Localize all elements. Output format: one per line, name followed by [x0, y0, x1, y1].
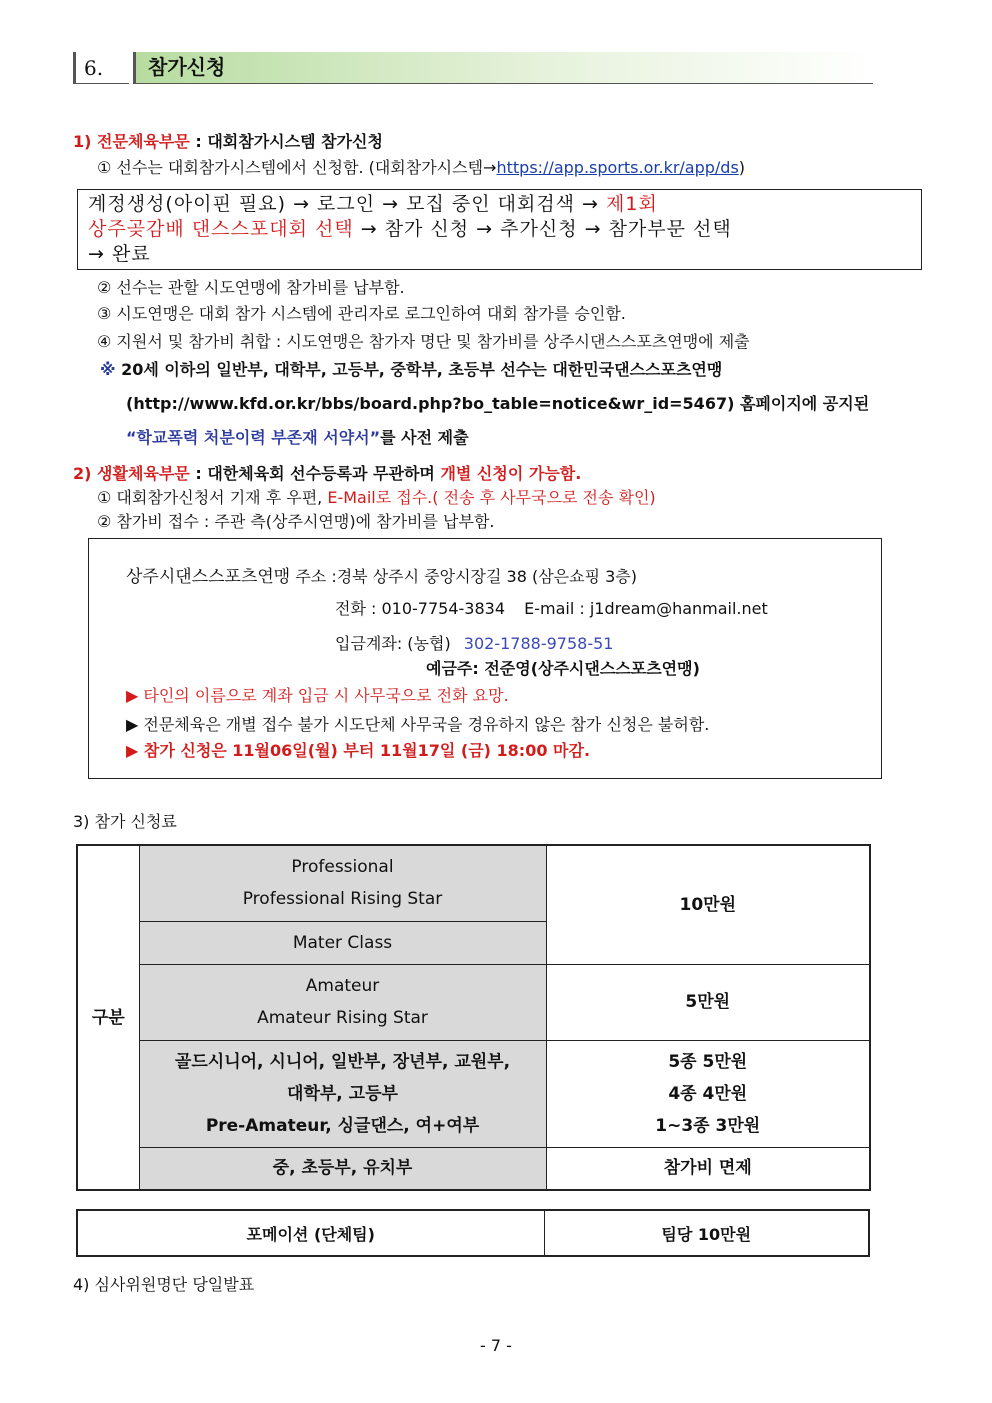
note-line3-rest: 를 사전 제출 [380, 428, 469, 447]
life-heading-red: 생활체육부문 [97, 464, 190, 483]
contact-org-line [126, 562, 637, 587]
fee-division-line: 중, 초등부, 유치부 [272, 1158, 413, 1179]
fee-division-line: Amateur [305, 976, 380, 996]
pro-heading-rest: : 대회참가시스템 참가신청 [195, 132, 383, 151]
section-number: 6. [73, 52, 129, 84]
fee-amount-line: 4종 4만원 [668, 1083, 748, 1104]
fee-division-line: 대학부, 고등부 [287, 1083, 398, 1104]
contact-account-label: 입금계좌: (농협) [335, 634, 451, 653]
fee-amount-line: 1~3종 3만원 [655, 1115, 761, 1136]
formation-fee: 팀당 10만원 [544, 1210, 869, 1256]
pro-item1-close: ) [738, 158, 746, 177]
fee-division-line: Amateur Rising Star [257, 1008, 428, 1028]
fee-table [76, 844, 871, 1191]
fee-row-amateur [77, 964, 870, 1040]
fee-amount-line: 5만원 [685, 992, 731, 1012]
formation-label: 포메이션 (단체팀) [77, 1210, 544, 1256]
life-item1-red: E-Mail로 접수.( 전송 후 사무국으로 전송 확인) [327, 488, 656, 507]
fee-division-cell [139, 1040, 546, 1147]
pledge-title: “학교폭력 처분이력 부존재 서약서” [126, 428, 381, 447]
fee-amount-line: 5종 5만원 [668, 1051, 748, 1072]
steps-line-2-text: → 참가 신청 → 추가신청 → 참가부문 선택 [353, 218, 732, 240]
life-item1-text: ① 대회참가신청서 기재 후 우편, [97, 488, 328, 507]
contact-notice-1: ▶ 타인의 이름으로 계좌 입금 시 사무국으로 전화 요망. [126, 686, 509, 705]
life-heading-prefix: 2) [73, 464, 92, 483]
fee-amount-line: 10만원 [679, 894, 736, 915]
contact-notice-2: ▶ 전문체육은 개별 접수 불가 시도단체 사무국을 경유하지 않은 참가 신청은 불허함. [126, 715, 710, 734]
fee-division-cell [139, 964, 546, 1040]
contact-holder: 예금주: 전준영(상주시댄스스포츠연맹) [426, 659, 700, 678]
fee-row-pro [77, 845, 870, 921]
pro-item1 [97, 155, 745, 178]
contact-phone-line [335, 596, 768, 619]
formation-fee-table [76, 1209, 870, 1257]
contact-account-line [335, 631, 613, 654]
life-item2: ② 참가비 접수 : 주관 측(상주시연맹)에 참가비를 납부함. [97, 512, 495, 531]
fee-division-line: Professional [291, 857, 394, 878]
contact-org: 상주시댄스스포츠연맹 [126, 567, 291, 587]
life-item1 [97, 485, 656, 508]
steps-line-1-red: 제1회 [606, 193, 658, 215]
pro-note-line1 [100, 357, 722, 380]
pro-heading-prefix: 1) [73, 132, 92, 151]
fee-amount-cell [546, 1040, 870, 1147]
fee-division-cell [139, 1147, 546, 1190]
fee-row-youth [77, 1147, 870, 1190]
fee-amount-line: 참가비 면제 [663, 1158, 752, 1179]
judges-note: 4) 심사위원명단 당일발표 [73, 1275, 255, 1294]
life-heading-mid: : 대한체육회 선수등록과 무관하며 [195, 464, 441, 483]
fee-division-line: 골드시니어, 시니어, 일반부, 장년부, 교원부, [174, 1051, 511, 1072]
steps-line-1 [88, 192, 911, 217]
pro-item3: ③ 시도연맹은 대회 참가 시스템에 관리자로 로그인하여 대회 참가를 승인함. [97, 304, 626, 323]
application-steps-box [77, 189, 922, 270]
life-heading [73, 461, 581, 484]
pro-item2: ② 선수는 관할 시도연맹에 참가비를 납부함. [97, 278, 405, 297]
contact-address: 주소 :경북 상주시 중앙시장길 38 (삼은쇼핑 3층) [295, 567, 638, 586]
fee-amount-cell [546, 1147, 870, 1190]
pro-note-line3 [126, 425, 469, 448]
fee-division-line: Professional Rising Star [242, 889, 443, 910]
fee-category-label: 구분 [77, 845, 139, 1190]
sports-system-link[interactable]: https://app.sports.or.kr/app/ds [496, 158, 739, 177]
note-mark: ※ [100, 360, 116, 379]
pro-heading [73, 129, 383, 152]
steps-line-1-text: 계정생성(아이핀 필요) → 로그인 → 모집 중인 대회검색 → [88, 193, 607, 215]
page-number: - 7 - [480, 1336, 512, 1355]
fee-amount-cell [546, 845, 870, 964]
pro-item4: ④ 지원서 및 참가비 취합 : 시도연맹은 참가자 명단 및 참가비를 상주시댄스스포츠연맹에 제출 [97, 332, 750, 351]
contact-account-number: 302-1788-9758-51 [463, 634, 614, 653]
contact-email: E-mail : j1dream@hanmail.net [524, 599, 768, 618]
contact-phone: 전화 : 010-7754-3834 [335, 599, 505, 618]
note-line1-text: 20세 이하의 일반부, 대학부, 고등부, 중학부, 초등부 선수는 대한민국댄스스포츠연맹 [121, 360, 723, 379]
fee-division-cell [139, 921, 546, 964]
section-title: 참가신청 [133, 52, 873, 84]
steps-line-3: → 완료 [88, 243, 151, 265]
contact-notice-3: ▶ 참가 신청은 11월06일(월) 부터 11월17일 (금) 18:00 마감. [126, 741, 591, 760]
pro-note-line2: (http://www.kfd.or.kr/bbs/board.php?bo_table=notice&wr_id=5467) 홈페이지에 공지된 [126, 394, 870, 413]
fee-division-cell [139, 845, 546, 921]
fee-division-line: Pre-Amateur, 싱글댄스, 여+여부 [205, 1115, 480, 1136]
life-heading-red2: 개별 신청이 가능함. [440, 464, 582, 483]
pro-heading-red: 전문체육부문 [97, 132, 190, 151]
steps-line-2 [88, 217, 911, 242]
fee-division-line: Mater Class [292, 932, 393, 953]
pro-item1-text: ① 선수는 대회참가시스템에서 신청함. (대회참가시스템→ [97, 158, 497, 177]
fee-amount-cell [546, 964, 870, 1040]
fee-row-general [77, 1040, 870, 1147]
fee-heading: 3) 참가 신청료 [73, 812, 177, 831]
steps-line-2-red: 상주곶감배 댄스스포대회 선택 [88, 218, 354, 240]
